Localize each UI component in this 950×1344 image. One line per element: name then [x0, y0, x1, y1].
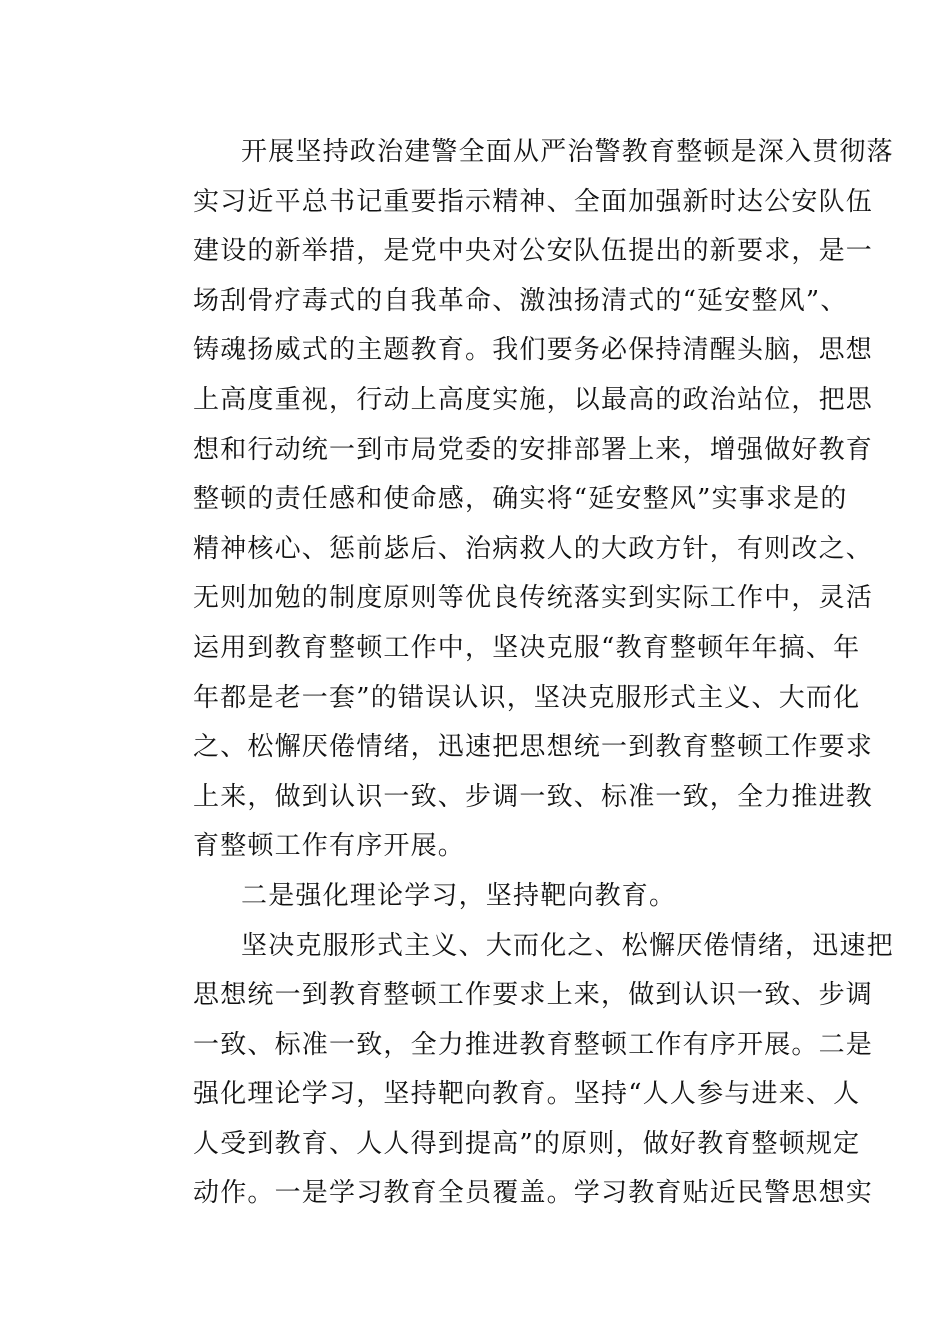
text-line: 精神核心、惩前毖后、治病救人的大政方针，有则改之、	[193, 533, 874, 564]
paragraph-1	[145, 128, 894, 872]
text-line: 上来，做到认识一致、步调一致、标准一致，全力推进教	[193, 781, 874, 812]
section-heading: 二是强化理论学习，坚持靶向教育。	[241, 880, 677, 911]
document-body	[145, 128, 894, 1219]
text-line: 上高度重视，行动上高度实施，以最高的政治站位，把思	[193, 384, 874, 415]
text-line: 育整顿工作有序开展。	[193, 831, 466, 862]
paragraph-3	[145, 922, 894, 1220]
text-line: 思想统一到教育整顿工作要求上来，做到认识一致、步调	[193, 980, 874, 1011]
text-line: 之、松懈厌倦情绪，迅速把思想统一到教育整顿工作要求	[193, 732, 874, 763]
text-line: 运用到教育整顿工作中，坚决克服“教育整顿年年搞、年	[193, 632, 861, 663]
text-line: 动作。一是学习教育全员覆盖。学习教育贴近民警思想实	[193, 1178, 874, 1209]
text-line: 人受到教育、人人得到提高”的原则，做好教育整顿规定	[193, 1128, 861, 1159]
text-line: 建设的新举措，是党中央对公安队伍提出的新要求，是一	[193, 236, 874, 267]
text-line: 年都是老一套”的错误认识，坚决克服形式主义、大而化	[193, 682, 861, 713]
text-line: 一致、标准一致，全力推进教育整顿工作有序开展。二是	[193, 1029, 874, 1060]
text-line: 想和行动统一到市局党委的安排部署上来，增强做好教育	[193, 434, 874, 465]
text-line: 实习近平总书记重要指示精神、全面加强新时达公安队伍	[193, 186, 874, 217]
text-line: 强化理论学习，坚持靶向教育。坚持“人人参与进来、人	[193, 1079, 861, 1110]
paragraph-2-heading	[145, 872, 810, 922]
text-line: 坚决克服形式主义、大而化之、松懈厌倦情绪，迅速把	[241, 930, 894, 961]
text-line: 整顿的责任感和使命感，确实将“延安整风”实事求是的	[193, 484, 848, 515]
text-line: 开展坚持政治建警全面从严治警教育整顿是深入贯彻落	[241, 137, 894, 167]
text-line: 场刮骨疗毒式的自我革命、激浊扬清式的“延安整风”、	[193, 285, 848, 316]
text-line: 铸魂扬威式的主题教育。我们要务必保持清醒头脑，思想	[193, 335, 874, 366]
text-line: 无则加勉的制度原则等优良传统落实到实际工作中，灵活	[193, 583, 874, 614]
